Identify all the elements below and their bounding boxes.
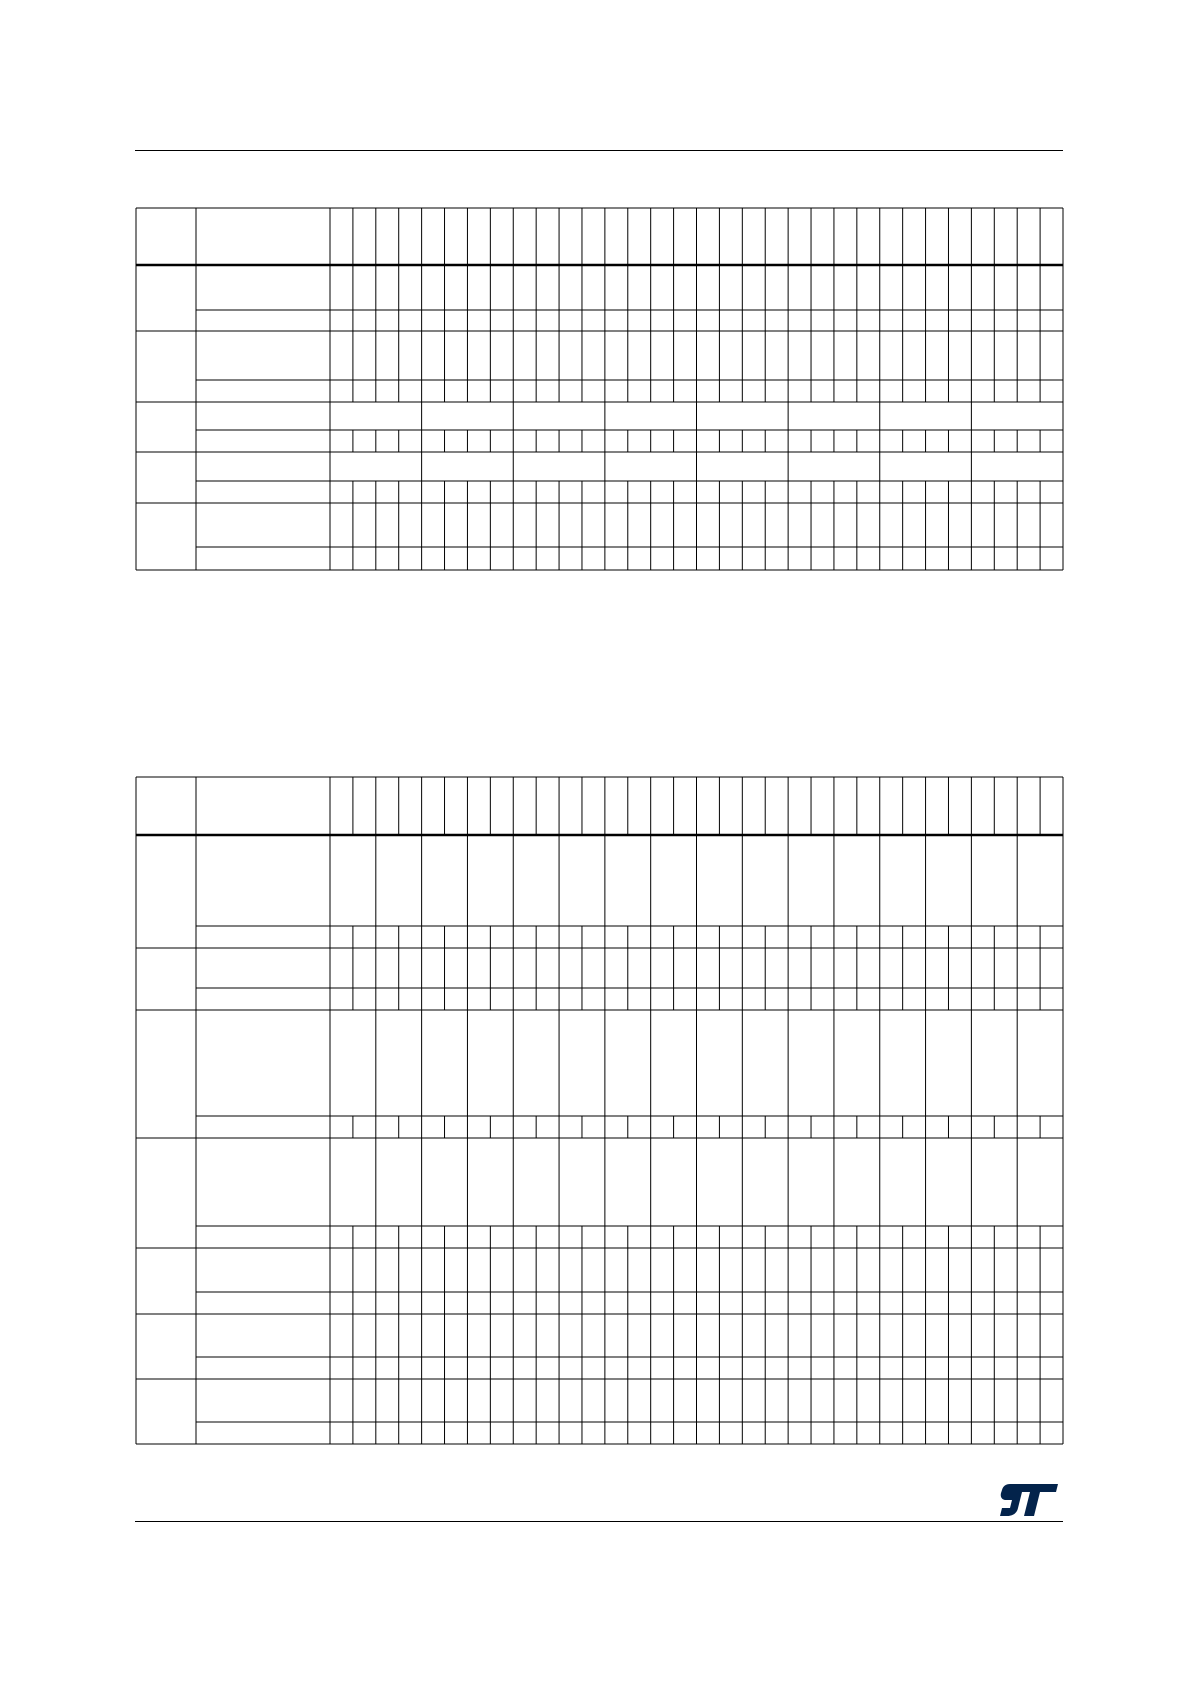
footer-rule — [135, 1521, 1063, 1522]
st-logo — [998, 1482, 1060, 1518]
